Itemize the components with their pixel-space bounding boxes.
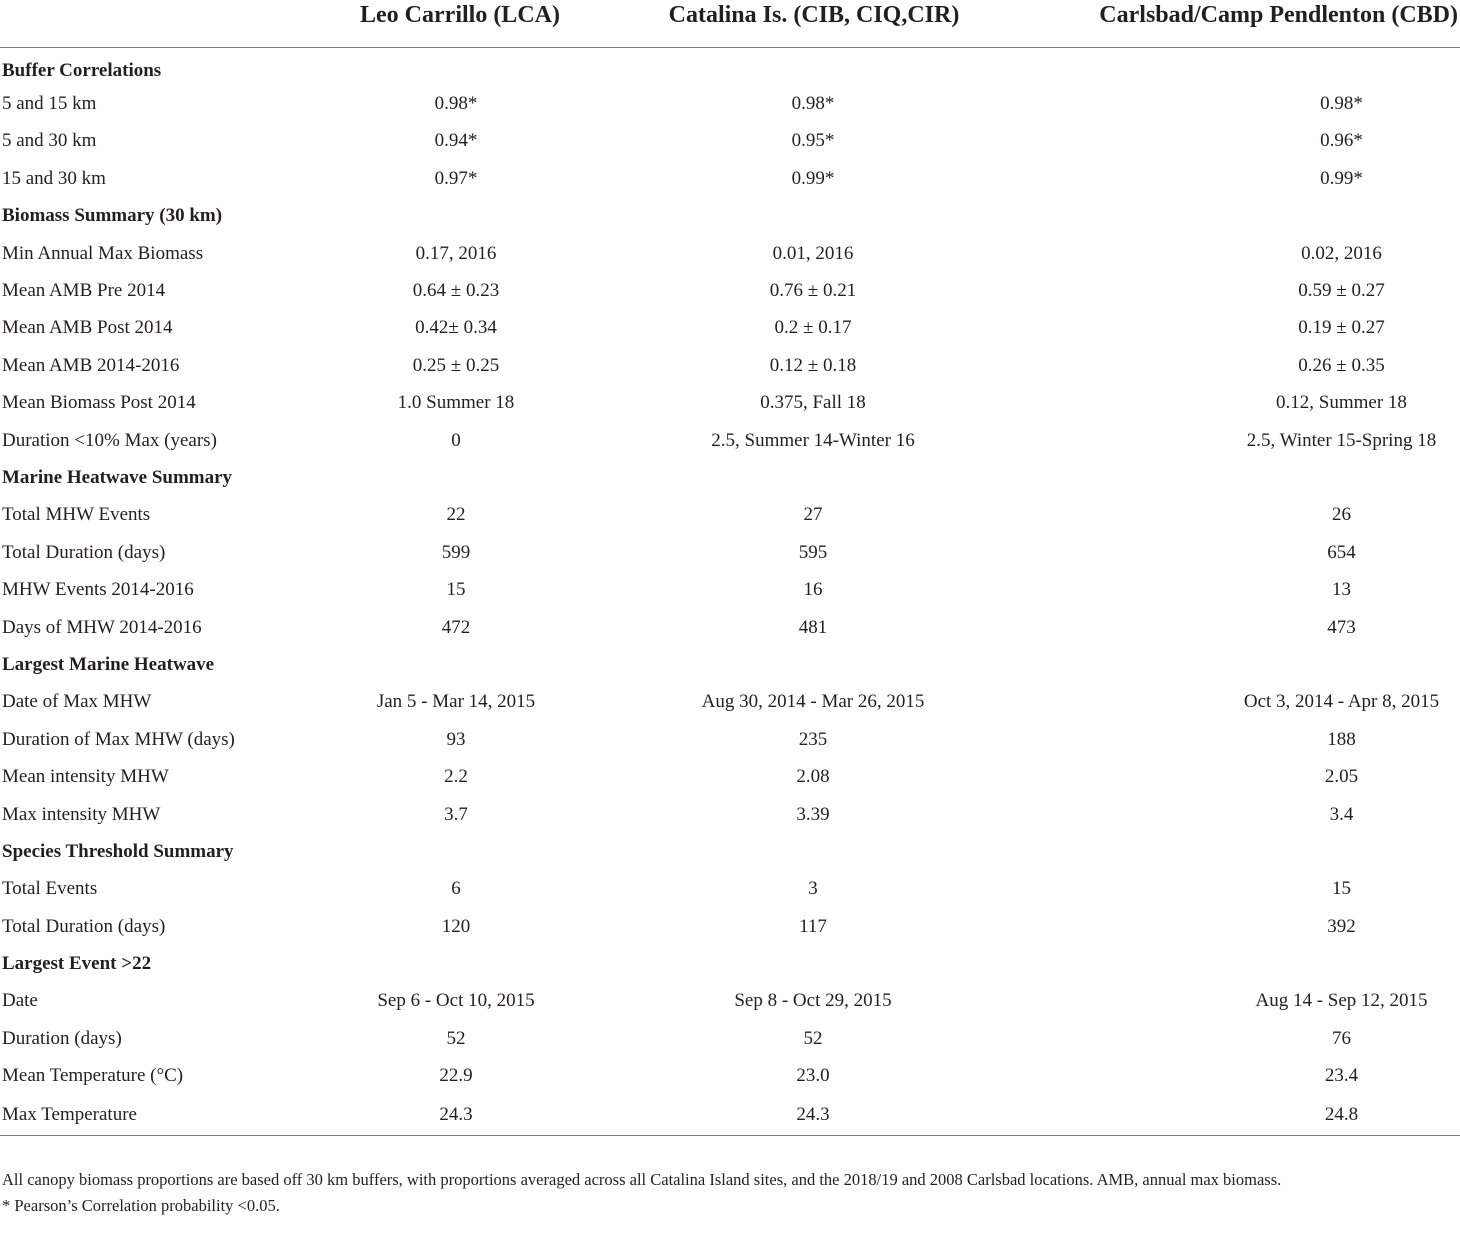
section-title: Largest Marine Heatwave xyxy=(2,653,215,675)
cell-leo-carrillo: Sep 6 - Oct 10, 2015 xyxy=(377,990,535,1012)
table-row xyxy=(0,1095,1460,1136)
row-label: Total Events xyxy=(2,878,98,900)
cell-carlsbad: 0.59 ± 0.27 xyxy=(1298,280,1385,302)
cell-catalina: 3.39 xyxy=(796,803,830,825)
header-carlsbad xyxy=(1033,0,1460,48)
row-label: 5 and 15 km xyxy=(2,93,97,115)
cell-catalina: 2.08 xyxy=(796,766,830,788)
cell-leo-carrillo: 22 xyxy=(446,504,466,526)
cell-catalina: 0.99* xyxy=(791,167,835,189)
header-empty-cell xyxy=(0,0,325,48)
cell-catalina: 3 xyxy=(808,878,818,900)
cell-catalina: 52 xyxy=(803,1027,823,1049)
cell-leo-carrillo: 6 xyxy=(451,878,461,900)
table-row xyxy=(0,497,1460,534)
table-row xyxy=(0,1020,1460,1057)
section-title: Species Threshold Summary xyxy=(2,840,234,862)
cell-leo-carrillo: 0.94* xyxy=(434,130,478,152)
table-row xyxy=(0,347,1460,384)
cell-carlsbad: 13 xyxy=(1332,579,1351,601)
cell-leo-carrillo: 599 xyxy=(441,541,471,563)
cell-leo-carrillo: 0.17, 2016 xyxy=(415,242,497,264)
table-row xyxy=(0,721,1460,758)
footnote-significance: * Pearson’s Correlation probability <0.05. xyxy=(2,1196,280,1215)
cell-catalina: 0.12 ± 0.18 xyxy=(769,354,857,376)
cell-carlsbad: 76 xyxy=(1332,1027,1351,1049)
row-label: Mean Biomass Post 2014 xyxy=(2,392,196,414)
row-label: Mean Temperature (°C) xyxy=(2,1065,184,1087)
cell-leo-carrillo: 3.7 xyxy=(444,803,468,825)
table-row xyxy=(0,871,1460,908)
table-row xyxy=(0,571,1460,608)
footnote-text: All canopy biomass proportions are based off 30 km buffers, with proportions averaged across all Catalina Island sites, and the 2018/19 and 2008 Carlsbad locations. AMB, annual max biomass. xyxy=(2,1170,1282,1189)
cell-carlsbad: Aug 14 - Sep 12, 2015 xyxy=(1255,990,1428,1012)
cell-leo-carrillo: 52 xyxy=(446,1027,466,1049)
row-label: Date xyxy=(2,990,38,1012)
section-header-row xyxy=(0,833,1460,870)
cell-catalina: Aug 30, 2014 - Mar 26, 2015 xyxy=(701,691,925,713)
row-label: Mean AMB 2014-2016 xyxy=(2,354,180,376)
table-row xyxy=(0,85,1460,122)
cell-catalina: 27 xyxy=(803,504,823,526)
row-label: Mean intensity MHW xyxy=(2,766,169,788)
table-row xyxy=(0,1058,1460,1095)
row-label: Date of Max MHW xyxy=(2,691,152,713)
section-title: Buffer Correlations xyxy=(2,59,162,81)
cell-catalina: Sep 8 - Oct 29, 2015 xyxy=(734,990,892,1012)
cell-carlsbad: 0.26 ± 0.35 xyxy=(1298,354,1385,376)
cell-carlsbad: Oct 3, 2014 - Apr 8, 2015 xyxy=(1243,691,1440,713)
row-label: Max Temperature xyxy=(0,1095,325,1136)
cell-leo-carrillo: 2.2 xyxy=(444,766,468,788)
cell-leo-carrillo: 15 xyxy=(446,579,466,601)
table-row xyxy=(0,310,1460,347)
cell-carlsbad: 0.96* xyxy=(1320,130,1363,152)
table-row xyxy=(0,235,1460,272)
row-label: 15 and 30 km xyxy=(2,167,106,189)
table-row xyxy=(0,796,1460,833)
table-body xyxy=(0,48,1460,1136)
section-header-row xyxy=(0,459,1460,496)
row-label: Duration <10% Max (years) xyxy=(2,429,217,451)
cell-leo-carrillo: 22.9 xyxy=(439,1065,473,1087)
section-title: Marine Heatwave Summary xyxy=(2,466,233,488)
table-row xyxy=(0,534,1460,571)
cell-carlsbad: 0.12, Summer 18 xyxy=(1276,392,1407,414)
cell-leo-carrillo: 472 xyxy=(441,616,471,638)
cell-catalina: 0.95* xyxy=(791,130,835,152)
row-label: Mean AMB Pre 2014 xyxy=(2,280,166,302)
cell-catalina: 595 xyxy=(798,541,828,563)
cell-catalina: 0.76 ± 0.21 xyxy=(769,280,857,302)
row-label: Max intensity MHW xyxy=(2,803,161,825)
row-label: Days of MHW 2014-2016 xyxy=(2,616,202,638)
table-row xyxy=(0,160,1460,197)
cell-leo-carrillo: 0.97* xyxy=(434,167,478,189)
cell-catalina: 0.2 ± 0.17 xyxy=(774,317,852,339)
section-title: Largest Event >22 xyxy=(2,953,152,975)
section-title: Biomass Summary (30 km) xyxy=(2,205,223,227)
table-row xyxy=(0,123,1460,160)
cell-catalina: 2.5, Summer 14-Winter 16 xyxy=(711,429,915,451)
cell-carlsbad: 15 xyxy=(1332,878,1351,900)
cell-carlsbad: 188 xyxy=(1327,728,1356,750)
cell-catalina: 235 xyxy=(798,728,828,750)
cell-leo-carrillo: Jan 5 - Mar 14, 2015 xyxy=(376,691,536,713)
section-header-row xyxy=(0,945,1460,982)
row-label: Total MHW Events xyxy=(2,504,151,526)
cell-catalina: 0.98* xyxy=(791,93,835,115)
cell-carlsbad: 26 xyxy=(1332,504,1351,526)
cell-catalina: 0.375, Fall 18 xyxy=(760,392,866,414)
header-catalina-label: Catalina Is. (CIB, CIQ,CIR) xyxy=(668,2,960,28)
table-footnote xyxy=(2,1167,1458,1219)
cell-carlsbad: 0.99* xyxy=(1320,167,1363,189)
cell-leo-carrillo: 0.25 ± 0.25 xyxy=(412,354,500,376)
cell-carlsbad: 654 xyxy=(1327,541,1356,563)
cell-carlsbad: 24.8 xyxy=(1033,1095,1460,1136)
header-leo-carrillo-label: Leo Carrillo (LCA) xyxy=(360,2,560,28)
header-carlsbad-label: Carlsbad/Camp Pendlenton (CBD) xyxy=(1099,2,1458,28)
header-catalina xyxy=(595,0,1033,48)
row-label: Duration of Max MHW (days) xyxy=(2,728,235,750)
cell-leo-carrillo: 0 xyxy=(451,429,461,451)
row-label: 5 and 30 km xyxy=(2,130,97,152)
cell-catalina: 0.01, 2016 xyxy=(772,242,854,264)
cell-catalina: 16 xyxy=(803,579,823,601)
table-row xyxy=(0,609,1460,646)
table-row xyxy=(0,422,1460,459)
cell-carlsbad: 0.19 ± 0.27 xyxy=(1298,317,1385,339)
cell-carlsbad: 3.4 xyxy=(1329,803,1354,825)
row-label: Total Duration (days) xyxy=(2,915,166,937)
row-label: Duration (days) xyxy=(2,1027,122,1049)
cell-carlsbad: 2.5, Winter 15-Spring 18 xyxy=(1246,429,1437,451)
table-row xyxy=(0,758,1460,795)
table-row xyxy=(0,983,1460,1020)
cell-catalina: 24.3 xyxy=(595,1095,1033,1136)
table-row xyxy=(0,684,1460,721)
section-header-row xyxy=(0,198,1460,235)
cell-catalina: 23.0 xyxy=(796,1065,830,1087)
row-label: Mean AMB Post 2014 xyxy=(2,317,173,339)
row-label: MHW Events 2014-2016 xyxy=(2,579,194,601)
table-row xyxy=(0,272,1460,309)
cell-leo-carrillo: 120 xyxy=(441,915,471,937)
row-label: Min Annual Max Biomass xyxy=(2,242,204,264)
header-row xyxy=(0,0,1460,48)
row-label: Total Duration (days) xyxy=(2,541,166,563)
cell-leo-carrillo: 0.42± 0.34 xyxy=(415,317,497,339)
cell-leo-carrillo: 0.64 ± 0.23 xyxy=(412,280,500,302)
header-leo-carrillo xyxy=(325,0,595,48)
cell-carlsbad: 0.98* xyxy=(1320,93,1363,115)
cell-leo-carrillo: 1.0 Summer 18 xyxy=(397,392,515,414)
section-header-row xyxy=(0,48,1460,86)
cell-carlsbad: 23.4 xyxy=(1324,1065,1359,1087)
cell-carlsbad: 0.02, 2016 xyxy=(1301,242,1382,264)
table-header xyxy=(0,0,1460,48)
cell-carlsbad: 473 xyxy=(1327,616,1356,638)
cell-leo-carrillo: 93 xyxy=(446,728,466,750)
cell-leo-carrillo: 24.3 xyxy=(325,1095,595,1136)
cell-leo-carrillo: 0.98* xyxy=(434,93,478,115)
cell-carlsbad: 2.05 xyxy=(1324,766,1359,788)
table-row xyxy=(0,385,1460,422)
cell-catalina: 117 xyxy=(799,915,827,937)
cell-carlsbad: 392 xyxy=(1327,915,1356,937)
section-header-row xyxy=(0,646,1460,683)
cell-catalina: 481 xyxy=(798,616,828,638)
table-row xyxy=(0,908,1460,945)
